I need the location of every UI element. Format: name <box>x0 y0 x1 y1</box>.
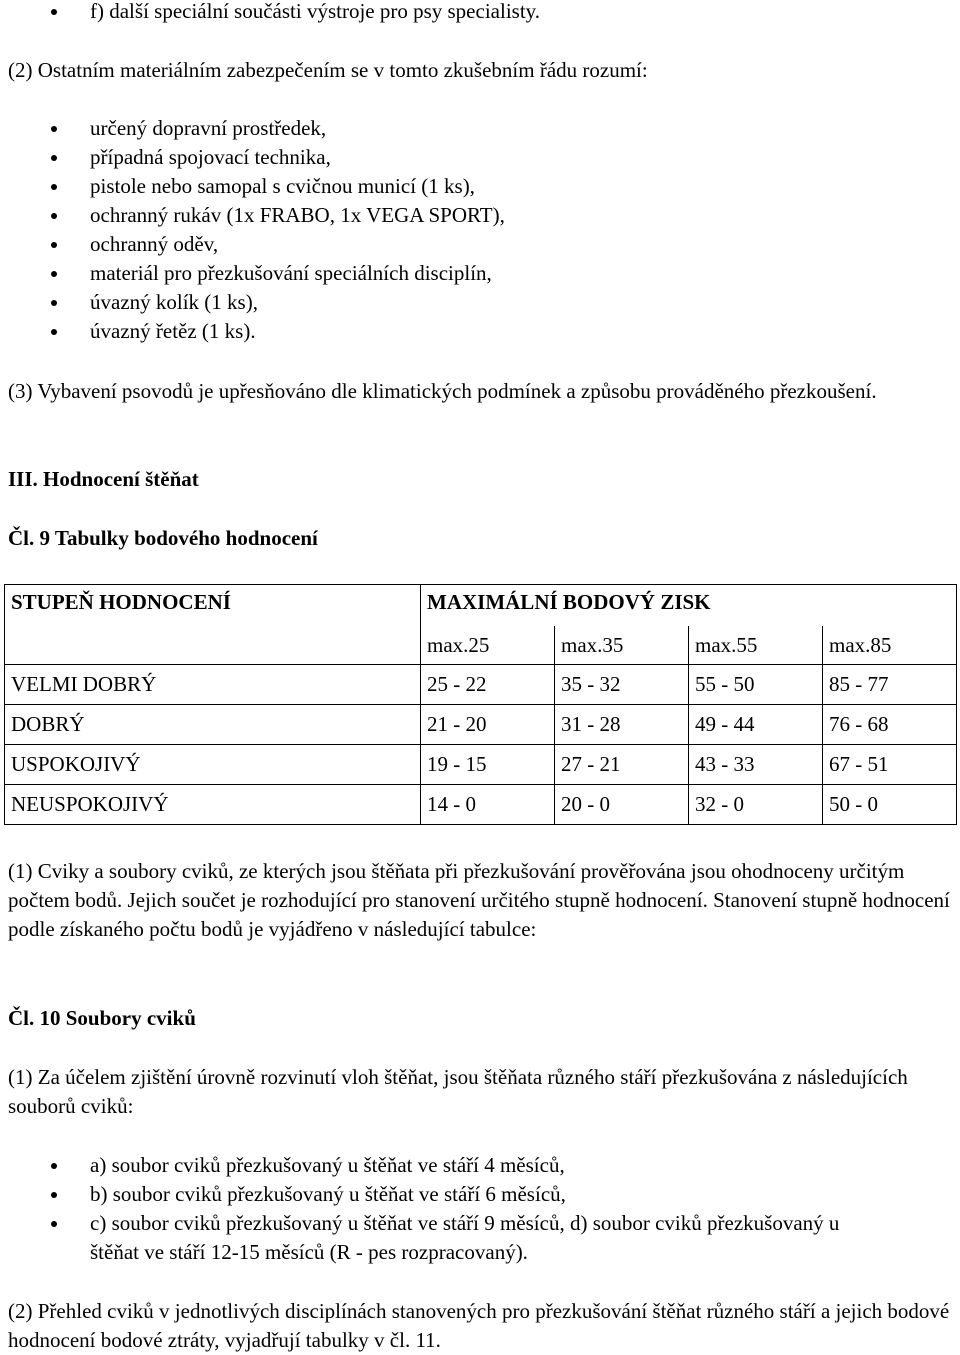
list-item: pistole nebo samopal s cvičnou municí (1 ks), <box>8 172 956 201</box>
max-header-cell: max.85 <box>823 626 957 665</box>
article-9-heading: Čl. 9 Tabulky bodového hodnocení <box>8 526 318 550</box>
table-row <box>5 785 957 825</box>
paragraph-overview: (2) Přehled cviků v jednotlivých disciplínách stanovených pro přezkušování štěňat různého stáří a jejich bodové hodnocení bodové ztráty, vyjadřují tabulky v čl. 11. <box>8 1299 950 1352</box>
value-cell: 55 - 50 <box>689 665 823 705</box>
value-cell: 76 - 68 <box>823 705 957 745</box>
article-10-heading: Čl. 10 Soubory cviků <box>8 1006 196 1030</box>
max-header-cell: max.25 <box>421 626 555 665</box>
max-points-header: MAXIMÁLNÍ BODOVÝ ZISK <box>421 585 957 627</box>
value-cell: 67 - 51 <box>823 745 957 785</box>
value-cell: 35 - 32 <box>555 665 689 705</box>
list-item: případná spojovací technika, <box>8 143 956 172</box>
value-cell: 49 - 44 <box>689 705 823 745</box>
list-item: f) další speciální součásti výstroje pro psy specialisty. <box>8 0 956 26</box>
grade-column-header: STUPEŇ HODNOCENÍ <box>5 585 421 665</box>
list-item: úvazný kolík (1 ks), <box>8 288 956 317</box>
value-cell: 85 - 77 <box>823 665 957 705</box>
table-row <box>5 745 957 785</box>
value-cell: 32 - 0 <box>689 785 823 825</box>
table-row <box>5 665 957 705</box>
grade-cell: DOBRÝ <box>5 705 421 745</box>
table-row <box>5 705 957 745</box>
list-item: ochranný oděv, <box>8 230 956 259</box>
list-item: určený dopravní prostředek, <box>8 114 956 143</box>
value-cell: 27 - 21 <box>555 745 689 785</box>
grade-cell: VELMI DOBRÝ <box>5 665 421 705</box>
value-cell: 14 - 0 <box>421 785 555 825</box>
sets-list <box>8 1151 880 1267</box>
list-item: úvazný řetěz (1 ks). <box>8 317 956 346</box>
scoring-table-wrapper <box>4 584 957 825</box>
value-cell: 43 - 33 <box>689 745 823 785</box>
value-cell: 19 - 15 <box>421 745 555 785</box>
list-item: c) soubor cviků přezkušovaný u štěňat ve stáří 9 měsíců, d) soubor cviků přezkušovaný u štěňat ve stáří 12-15 měsíců (R - pes rozpracovaný). <box>8 1209 880 1267</box>
paragraph-2-intro: (2) Ostatním materiálním zabezpečením se v tomto zkušebním řádu rozumí: <box>8 58 648 82</box>
scoring-table <box>4 584 957 825</box>
top-list <box>8 0 956 26</box>
paragraph-scoring: (1) Cviky a soubory cviků, ze kterých jsou štěňata při přezkušování prověřována jsou ohodnoceny určitým počtem bodů. Jejich součet je rozhodující pro stanovení určitého stupně hodnocení. Stanovení stupně hodnocení podle získaného počtu bodů je vyjádřeno v následující tabulce: <box>8 859 950 941</box>
paragraph-sets-intro: (1) Za účelem zjištění úrovně rozvinutí vloh štěňat, jsou štěňata různého stáří přezkušována z následujících souborů cviků: <box>8 1065 908 1118</box>
list-item: materiál pro přezkušování speciálních disciplín, <box>8 259 956 288</box>
table-header-row <box>5 585 957 627</box>
materials-list <box>8 114 956 346</box>
list-item: a) soubor cviků přezkušovaný u štěňat ve stáří 4 měsíců, <box>8 1151 880 1180</box>
value-cell: 50 - 0 <box>823 785 957 825</box>
list-item: b) soubor cviků přezkušovaný u štěňat ve stáří 6 měsíců, <box>8 1180 880 1209</box>
max-header-cell: max.35 <box>555 626 689 665</box>
max-header-cell: max.55 <box>689 626 823 665</box>
value-cell: 31 - 28 <box>555 705 689 745</box>
list-item: ochranný rukáv (1x FRABO, 1x VEGA SPORT), <box>8 201 956 230</box>
section-heading: III. Hodnocení štěňat <box>8 467 199 491</box>
value-cell: 21 - 20 <box>421 705 555 745</box>
grade-cell: USPOKOJIVÝ <box>5 745 421 785</box>
value-cell: 25 - 22 <box>421 665 555 705</box>
grade-cell: NEUSPOKOJIVÝ <box>5 785 421 825</box>
paragraph-3: (3) Vybavení psovodů je upřesňováno dle klimatických podmínek a způsobu prováděného přezkoušení. <box>8 379 877 403</box>
value-cell: 20 - 0 <box>555 785 689 825</box>
